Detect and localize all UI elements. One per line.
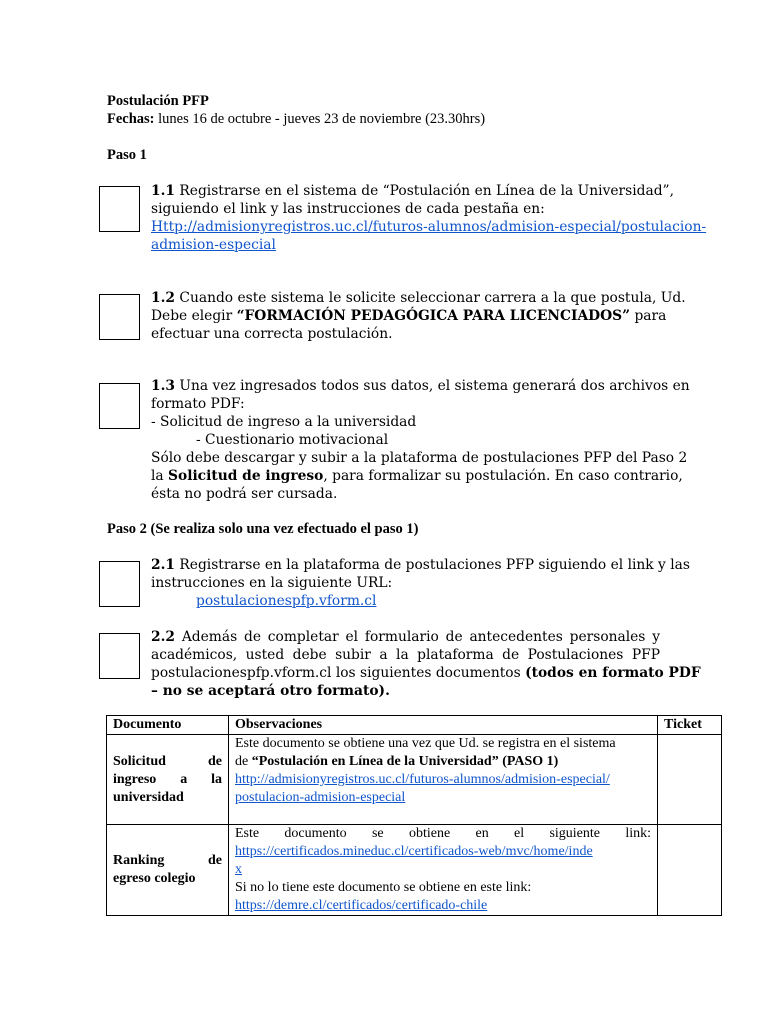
obs-ranking: Este documento se obtiene en el siguiente link: https://certificados.mineduc.cl/certificados-web/mvc/home/inde x Si no lo tiene este documento se obtiene en este link: https://demre.cl/certificados/certificado-chile [229,825,658,916]
checkbox-1-2[interactable] [99,294,140,340]
step-2-2: 2.2 Además de completar el formulario de antecedentes personales y académicos, usted debe subir a la plataforma de Postulaciones PFP postulacionespfp.vform.cl los siguientes documentos (todos en formato PDF – no se aceptará otro formato). [151,629,701,699]
table-row [107,825,722,916]
paso1-heading: Paso 1 [107,147,147,163]
step-1-2: 1.2 Cuando este sistema le solicite seleccionar carrera a la que postula, Ud. Debe elegir “FORMACIÓN PEDAGÓGICA PARA LICENCIADOS” para efectuar una correcta postulación. [151,290,686,342]
step-2-1: 2.1 Registrarse en la plataforma de postulaciones PFP siguiendo el link y las instrucciones en la siguiente URL: postulacionespfp.vform.cl [151,557,690,609]
checkbox-2-2[interactable] [99,633,140,679]
table-link-mineduc-2[interactable]: x [235,862,242,877]
paso2-heading: Paso 2 (Se realiza solo una vez efectuado el paso 1) [107,521,419,537]
checkbox-2-1[interactable] [99,561,140,607]
ticket-ranking[interactable] [658,825,722,916]
col-ticket: Ticket [658,716,722,735]
col-observaciones: Observaciones [229,716,658,735]
link-vform[interactable]: postulacionespfp.vform.cl [196,593,377,609]
ticket-solicitud[interactable] [658,735,722,825]
link-admision-1[interactable]: Http://admisionyregistros.uc.cl/futuros-alumnos/admision-especial/postulacion- [151,219,707,235]
step-1-3: 1.3 Una vez ingresados todos sus datos, el sistema generará dos archivos en formato PDF: - Solicitud de ingreso a la universidad - Cuestionario motivacional Sólo debe descargar y subir a la plataforma de postulaciones PFP del Paso 2 la Solicitud de ingreso, para formalizar su postulación. En caso contrario, ésta no podrá ser cursada. [151,378,690,502]
doc-ranking: Ranking de egreso colegio [107,825,229,916]
dates-line: Fechas: lunes 16 de octubre - jueves 23 de noviembre (23.30hrs) [107,111,486,127]
link-admision-2[interactable]: admision-especial [151,237,276,253]
col-documento: Documento [107,716,229,735]
table-row [107,735,722,825]
documents-table [106,715,722,916]
obs-solicitud: Este documento se obtiene una vez que Ud. se registra en el sistema de “Postulación en Línea de la Universidad” (PASO 1) http://admisionyregistros.uc.cl/futuros-alumnos/admision-especial/ postulacion-admision-especial [229,735,658,825]
checkbox-1-3[interactable] [99,383,140,429]
doc-solicitud: Solicitud de ingreso a la universidad [107,735,229,825]
table-link-mineduc-1[interactable]: https://certificados.mineduc.cl/certificados-web/mvc/home/inde [235,844,593,859]
page-title: Postulación PFP [107,93,209,109]
table-link-admision-1[interactable]: http://admisionyregistros.uc.cl/futuros-alumnos/admision-especial/ [235,772,610,787]
step-1-1: 1.1 Registrarse en el sistema de “Postulación en Línea de la Universidad”, siguiendo el link y las instrucciones de cada pestaña en: Http://admisionyregistros.uc.cl/futuros-alumnos/admision-especial/postulacion- admision-especial [151,183,707,253]
table-header-row [107,716,722,735]
table-link-admision-2[interactable]: postulacion-admision-especial [235,790,406,805]
checkbox-1-1[interactable] [99,186,140,232]
table-link-demre[interactable]: https://demre.cl/certificados/certificado-chile [235,898,488,913]
